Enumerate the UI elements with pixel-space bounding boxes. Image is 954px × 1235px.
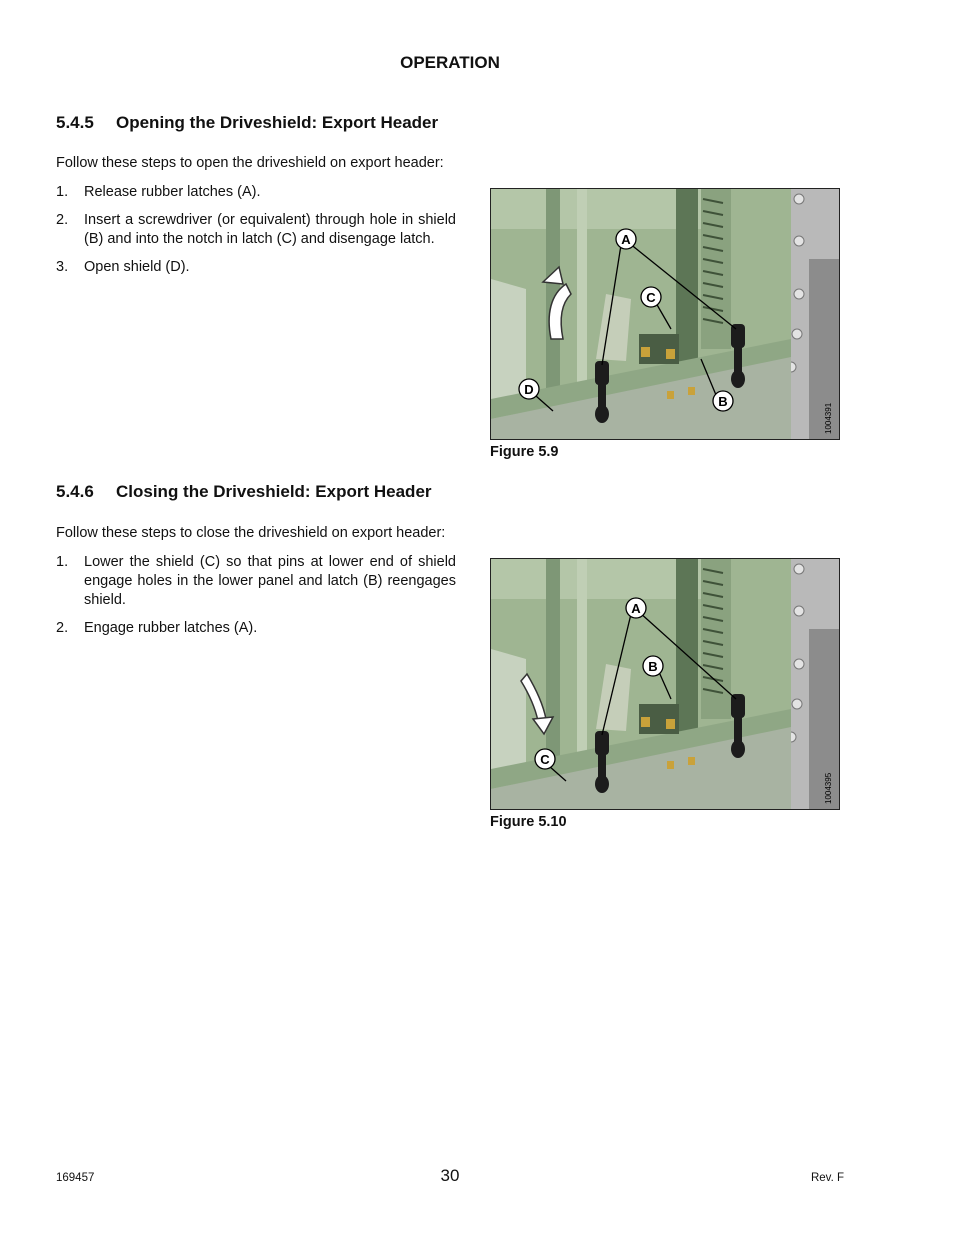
section-number: 5.4.6: [56, 482, 94, 501]
list-item: 2. Insert a screwdriver (or equivalent) through hole in shield (B) and into the notch in latch (C) and disengage latch.: [56, 212, 456, 247]
section-title-closing: [56, 482, 432, 502]
step-list-opening: [56, 183, 456, 286]
callout-label: A: [621, 232, 631, 247]
callout-label: B: [648, 659, 658, 674]
document-number: 169457: [56, 1172, 95, 1184]
callout-label: C: [646, 290, 656, 305]
list-item: 1. Release rubber latches (A).: [56, 184, 261, 200]
section-heading: Opening the Driveshield: Export Header: [116, 113, 439, 132]
callout-label: B: [718, 394, 728, 409]
section-title-opening: [56, 113, 438, 133]
section-intro: Follow these steps to close the driveshield on export header:: [56, 525, 446, 541]
list-item: 1. Lower the shield (C) so that pins at lower end of shield engage holes in the lower panel and latch (B) reengages shield.: [56, 554, 456, 608]
step-list-closing: [56, 553, 456, 647]
list-item: 2. Engage rubber latches (A).: [56, 620, 258, 636]
driveshield-open-illustration: [491, 189, 839, 439]
running-head: OPERATION: [400, 53, 500, 72]
callout-label: C: [540, 752, 550, 767]
figure-5-9-illustration: [490, 188, 840, 440]
figure-caption: Figure 5.9: [490, 444, 559, 460]
section-heading: Closing the Driveshield: Export Header: [116, 482, 432, 501]
figure-5-10-illustration: [490, 558, 840, 810]
driveshield-close-illustration: [491, 559, 839, 809]
section-number: 5.4.5: [56, 113, 94, 132]
section-intro: Follow these steps to open the driveshield on export header:: [56, 155, 444, 171]
illustration-id: 1004395: [824, 772, 833, 804]
list-item: 3. Open shield (D).: [56, 259, 190, 275]
page-number: 30: [440, 1166, 460, 1185]
figure-caption: Figure 5.10: [490, 814, 567, 830]
callout-label: A: [631, 601, 641, 616]
callout-label: D: [524, 382, 534, 397]
revision-label: Rev. F: [810, 1172, 844, 1184]
illustration-id: 1004391: [824, 402, 833, 434]
